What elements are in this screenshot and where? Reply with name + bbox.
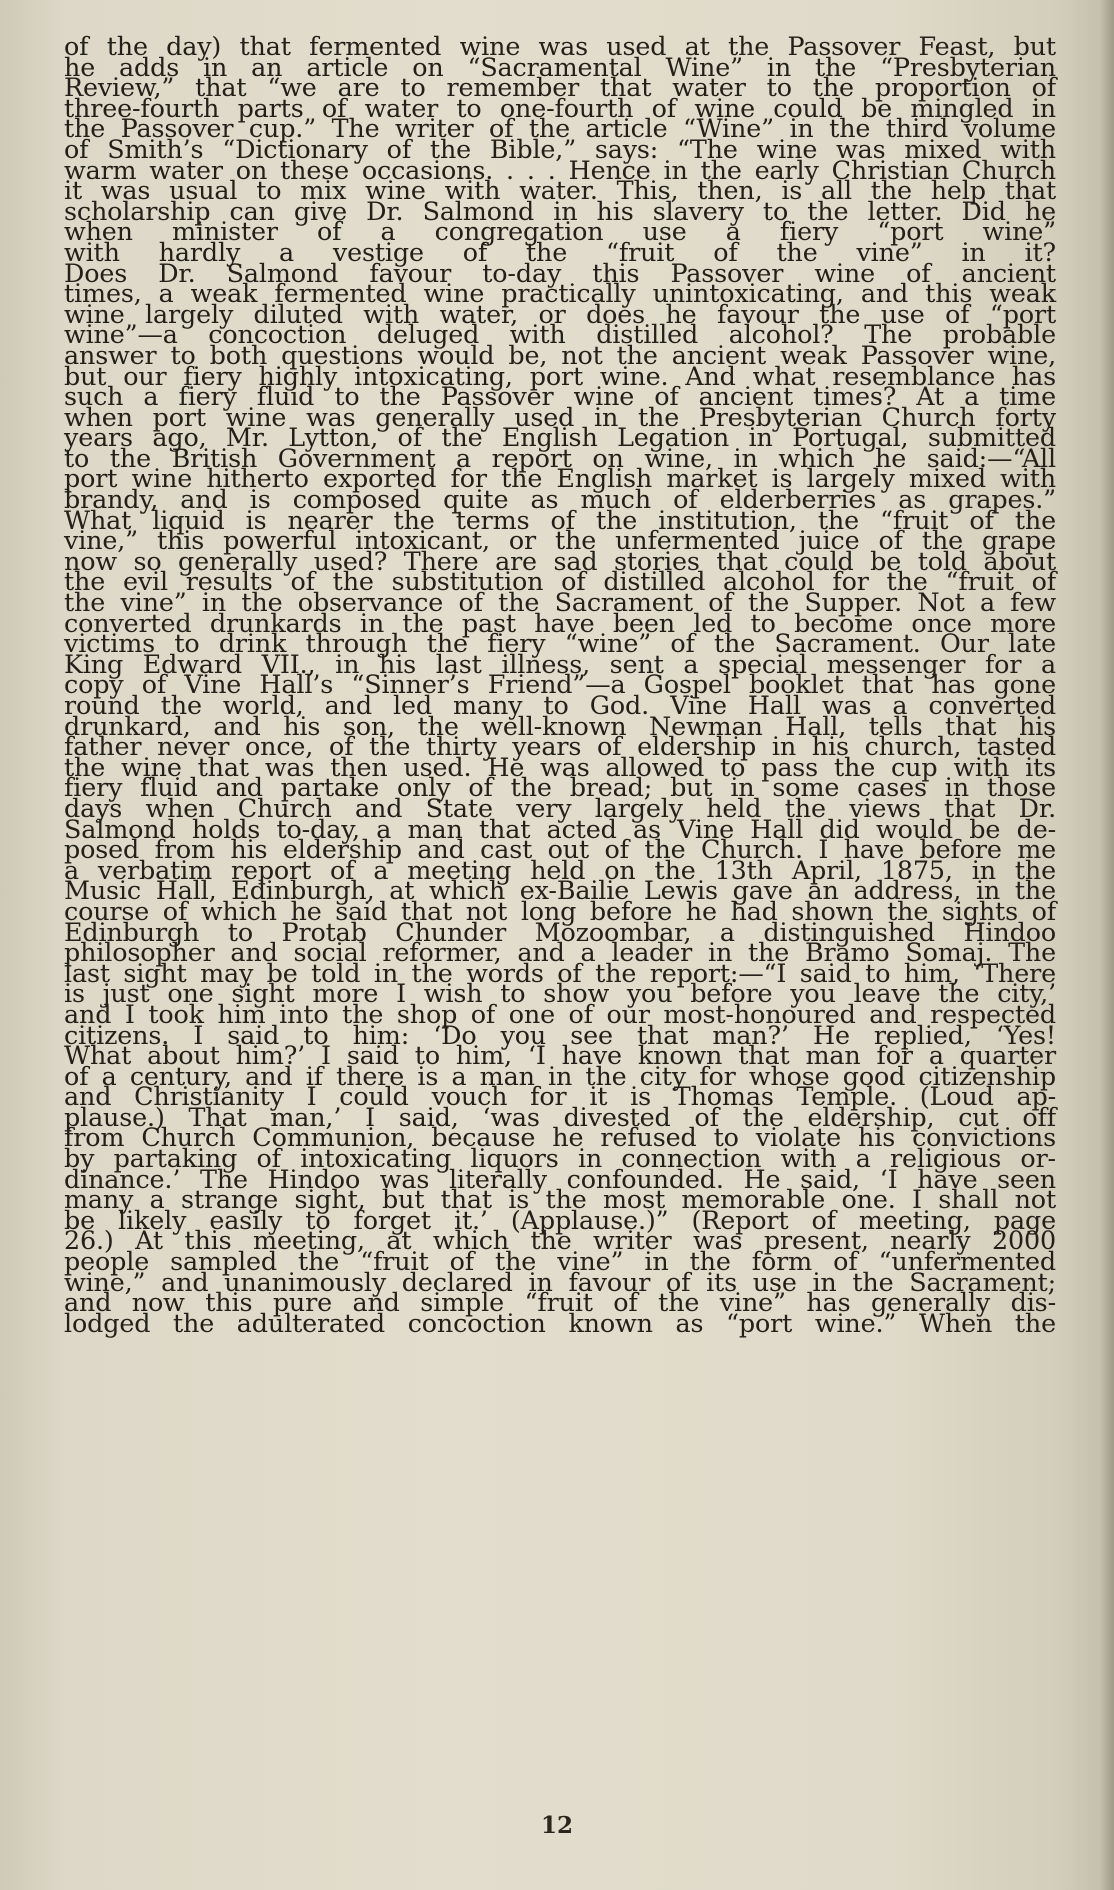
body-text: of the day) that fermented wine was used at the Passover Feast, but he adds in an article on “Sacramental Wine” in the “Presbyterian Review,” that “we are to remember that water to the proportion of three-fourth parts of water to one-fourth of wine could be mingled in the Passover cup.” The writer of the article “Wine” in the third volume of Smith’s “Dictionary of the Bible,” says: “The wine was mixed with warm water on these occasions. . . . Hence in the early Christian Church it was usual to mix wine with water. This, then, is all the help that scholarship can give Dr. Salmond in his slavery to the letter. Did he when minister of a congregation use a fiery “port wine” with hardly a vestige of the “fruit of the vine” in it? Does Dr. Salmond favour to-day this Passover wine of ancient times, a weak fermented wine practically unintoxicating, and this weak wine largely diluted with water, or does he favour the use of “port wine”—a concoction deluged with distilled alcohol? The probable answer to both questions would be, not the ancient weak Passover wine, but our fiery highly intoxicating, port wine. And what resemblance has such a fiery fluid to the Passover wine of ancient times? At a time when port wine was generally used in the Presbyterian Church forty years ago, Mr. Lytton, of the English Legation in Portugal, submitted to the British Government a report on wine, in which he said:—“All port wine hitherto exported for the English market is largely mixed with brandy, and is composed quite as much of elderberries as grapes.” What liquid is nearer the terms of the institution, the “fruit of the vine,” this powerful intoxicant, or the unfermented juice of the grape now so generally used? There are sad stories that could be told about the evil results of the substitution of distilled alcohol for the “fruit of the vine” in the observance of the Sacrament of the Supper. Not a few converted drunkards in the past have been led to become once more victims to drink through the fiery “wine” of the Sacrament. Our late King Edward VII., in his last illness, sent a special messenger for a copy of Vine Hall’s “Sinner’s Friend”—a Gospel booklet that has gone round the world, and led many to God. Vine Hall was a converted drunkard, and his son, the well-known Newman Hall, tells that his father never once, of the thirty years of eldership in his church, tasted the wine that was then used. He was allowed to pass the cup with its fiery fluid and partake only of the bread; but in some cases in those days when Church and State very largely held the views that Dr. Salmond holds to-day, a man that acted as Vine Hall did would be de- posed from his eldership and cast out of the Church. I have before me a verbatim report of a meeting held on the 13th April, 1875, in the Music Hall, Edinburgh, at which ex-Bailie Lewis gave an address, in the course of which he said that not long before he had shown the sights of Edinburgh to Protab Chunder Mozoombar, a distinguished Hindoo philosopher and social reformer, and a leader in the Bramo Somaj. The last sight may be told in the words of the report:—“I said to him, ‘There is just one sight more I wish to show you before you leave the city,’ and I took him into the shop of one of our most-honoured and respected citizens. I said to him: ‘Do you see that man?’ He replied, ‘Yes! What about him?’ I said to him, ‘I have known that man for a quarter of a century, and if there is a man in the city for whose good citizenship and Christianity I could vouch for it is Thomas Temple. (Loud ap- plause.) That man,’ I said, ‘was divested of the eldership, cut off from Church Communion, because he refused to violate his convictions by partaking of intoxicating liquors in connection with a religious or- dinance.’ The Hindoo was literally confounded. He said, ‘I have seen many a strange sight, but that is the most memorable one. I shall not be likely easily to forget it.’ (Applause.)” (Report of meeting, page 26.) At this meeting, at which the writer was present, nearly 2000 people sampled the “fruit of the vine” in the form of “unfermented wine,” and unanimously declared in favour of its use in the Sacrament; and now this pure and simple “fruit of the vine” has generally dis- lodged the adulterated concoction known as “port wine.” When the: [64, 31, 1056, 1338]
page-number: 12: [540, 1812, 573, 1839]
